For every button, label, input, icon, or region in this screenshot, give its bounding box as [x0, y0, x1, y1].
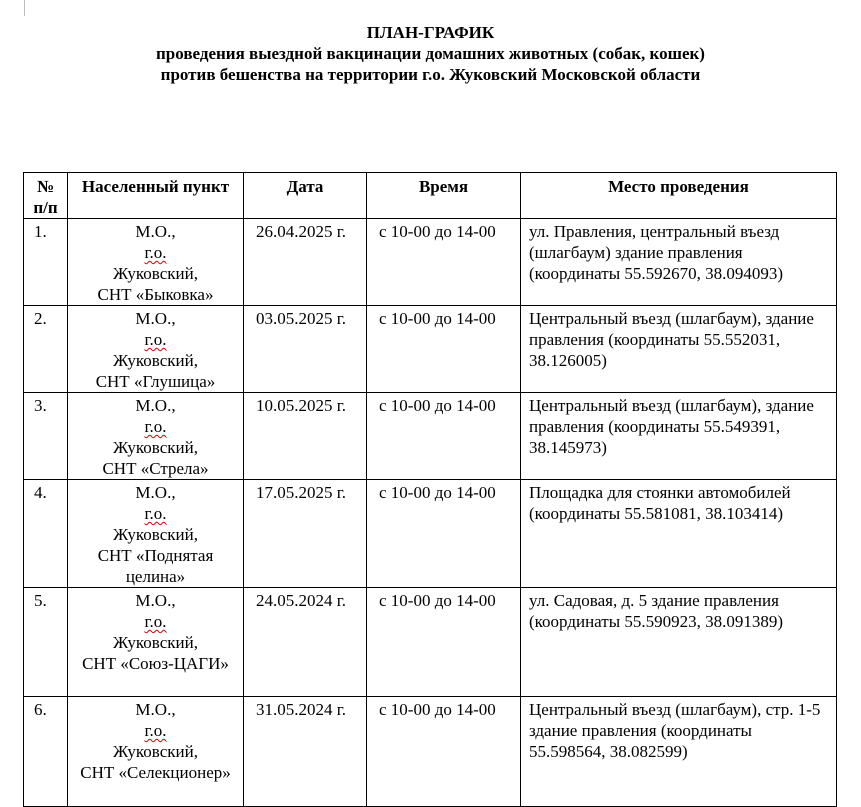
place-city: Жуковский, — [113, 633, 198, 652]
header-time: Время — [367, 173, 521, 219]
place-city: Жуковский, — [113, 438, 198, 457]
vaccination-schedule-table — [23, 172, 837, 807]
cell-time: с 10-00 до 14-00 — [367, 306, 521, 393]
cell-time: с 10-00 до 14-00 — [367, 588, 521, 697]
header-location: Место проведения — [521, 173, 837, 219]
place-region-line: М.О., г.о. — [74, 699, 237, 741]
place-name: СНТ «Союз-ЦАГИ» — [82, 654, 229, 673]
cell-num: 2. — [24, 306, 68, 393]
header-place: Населенный пункт — [68, 173, 244, 219]
table-row — [24, 588, 837, 697]
place-region-line: М.О., г.о. — [74, 590, 237, 632]
table-row — [24, 697, 837, 807]
title-line-1: ПЛАН-ГРАФИК — [366, 23, 495, 42]
title-line-2: проведения выездной вакцинации домашних животных (собак, кошек) — [156, 44, 705, 63]
spellcheck-word: г.о. — [144, 330, 167, 349]
header-date: Дата — [244, 173, 367, 219]
cell-place — [68, 588, 244, 697]
place-name: СНТ «Селекционер» — [80, 763, 231, 782]
cell-date: 03.05.2025 г. — [244, 306, 367, 393]
cell-place — [68, 306, 244, 393]
place-region-line: М.О., г.о. — [74, 395, 237, 437]
place-city: Жуковский, — [113, 742, 198, 761]
cell-location: Центральный въезд (шлагбаум), здание правления (координаты 55.552031, 38.126005) — [521, 306, 837, 393]
spellcheck-word: г.о. — [144, 417, 167, 436]
place-name: СНТ «Стрела» — [102, 459, 209, 478]
cell-time: с 10-00 до 14-00 — [367, 393, 521, 480]
cell-date: 31.05.2024 г. — [244, 697, 367, 807]
cell-time: с 10-00 до 14-00 — [367, 219, 521, 306]
place-region-line: М.О., г.о. — [74, 308, 237, 350]
place-region-line: М.О., г.о. — [74, 221, 237, 263]
spellcheck-word: г.о. — [144, 504, 167, 523]
spellcheck-word: г.о. — [144, 243, 167, 262]
title-line-3: против бешенства на территории г.о. Жуковский Московской области — [160, 65, 701, 84]
place-name: СНТ «Быковка» — [97, 285, 214, 304]
place-name: СНТ «Поднятая целина» — [97, 546, 214, 586]
cell-date: 17.05.2025 г. — [244, 480, 367, 588]
spellcheck-word: г.о. — [144, 612, 167, 631]
cell-num: 5. — [24, 588, 68, 697]
table-row — [24, 480, 837, 588]
cell-location: Площадка для стоянки автомобилей (координаты 55.581081, 38.103414) — [521, 480, 837, 588]
cell-num: 4. — [24, 480, 68, 588]
page-margin-marker — [24, 0, 25, 16]
cell-num: 3. — [24, 393, 68, 480]
place-name: СНТ «Глушица» — [95, 372, 216, 391]
place-city: Жуковский, — [113, 525, 198, 544]
cell-date: 26.04.2025 г. — [244, 219, 367, 306]
cell-time: с 10-00 до 14-00 — [367, 480, 521, 588]
cell-place — [68, 219, 244, 306]
cell-place — [68, 480, 244, 588]
place-region-line: М.О., г.о. — [74, 482, 237, 524]
document-title — [0, 22, 861, 85]
cell-place — [68, 697, 244, 807]
table-header-row — [24, 173, 837, 219]
cell-location: ул. Правления, центральный въезд (шлагбаум) здание правления (координаты 55.592670, 38.094093) — [521, 219, 837, 306]
table-row — [24, 393, 837, 480]
cell-date: 24.05.2024 г. — [244, 588, 367, 697]
place-city: Жуковский, — [113, 264, 198, 283]
header-num: № п/п — [24, 173, 68, 219]
cell-location: Центральный въезд (шлагбаум), здание правления (координаты 55.549391, 38.145973) — [521, 393, 837, 480]
spellcheck-word: г.о. — [144, 721, 167, 740]
cell-date: 10.05.2025 г. — [244, 393, 367, 480]
cell-location: ул. Садовая, д. 5 здание правления (координаты 55.590923, 38.091389) — [521, 588, 837, 697]
cell-num: 1. — [24, 219, 68, 306]
cell-num: 6. — [24, 697, 68, 807]
place-city: Жуковский, — [113, 351, 198, 370]
cell-time: с 10-00 до 14-00 — [367, 697, 521, 807]
table-row — [24, 306, 837, 393]
table-row — [24, 219, 837, 306]
cell-place — [68, 393, 244, 480]
cell-location: Центральный въезд (шлагбаум), стр. 1-5 здание правления (координаты 55.598564, 38.082599) — [521, 697, 837, 807]
